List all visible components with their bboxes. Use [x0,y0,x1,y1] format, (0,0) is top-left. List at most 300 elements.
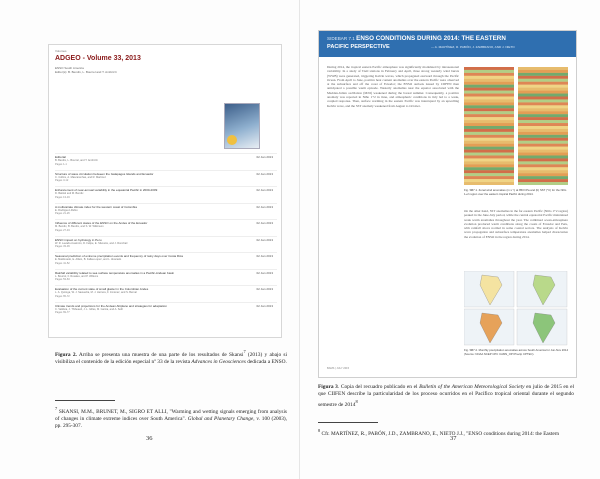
hovmoller-cell [533,161,538,164]
article-title[interactable]: A multivariate climate index for the western coast of Colombia [55,204,137,209]
footnote-number: 8 [318,428,321,433]
hovmoller-cell [474,120,479,123]
hovmoller-cell [479,167,484,170]
hovmoller-cell [558,91,563,94]
hovmoller-cell [464,76,469,79]
hovmoller-cell [563,161,568,164]
article-title[interactable]: Editorial [55,155,66,159]
hovmoller-cell [543,129,548,132]
hovmoller-cell [484,76,489,79]
hovmoller-cell [499,105,504,108]
hovmoller-cell [469,114,474,117]
hovmoller-cell [499,76,504,79]
hovmoller-cell [484,114,489,117]
caption-text: (2013) y abajo si visibiliza el contenido de la edición especial nº 33 de la revista [55,351,287,365]
hovmoller-cell [553,73,558,76]
hovmoller-cell [494,182,499,185]
hovmoller-cell [528,132,533,135]
article-authors: C. Valdivia, J. Thibeault, J. L. Gilles, M. Garcia, and A. Seth [55,307,124,311]
hovmoller-cell [548,173,553,176]
hovmoller-cell [484,176,489,179]
hovmoller-cell [523,114,528,117]
hovmoller-cell [489,73,494,76]
hovmoller-cell [479,91,484,94]
hovmoller-cell [538,138,543,141]
hovmoller-cell [563,170,568,173]
hovmoller-cell [474,173,479,176]
hovmoller-cell [523,182,528,185]
hovmoller-cell [563,138,568,141]
hovmoller-cell [464,79,469,82]
hovmoller-cell [558,173,563,176]
hovmoller-cell [484,91,489,94]
hovmoller-cell [558,164,563,167]
hovmoller-cell [509,135,514,138]
hovmoller-cell [494,70,499,73]
hovmoller-cell [553,164,558,167]
hovmoller-cell [533,126,538,129]
article-row[interactable] [55,186,277,203]
hovmoller-cell [523,102,528,105]
hovmoller-cell [523,161,528,164]
hovmoller-cell [528,144,533,147]
hovmoller-cell [548,132,553,135]
hovmoller-cell [548,144,553,147]
hovmoller-cell [528,158,533,161]
hovmoller-cell [484,170,489,173]
hovmoller-cell [563,120,568,123]
hovmoller-cell [469,76,474,79]
hovmoller-cell [553,70,558,73]
hovmoller-cell [464,158,469,161]
hovmoller-cell [489,156,494,159]
hovmoller-cell [558,97,563,100]
hovmoller-cell [548,76,553,79]
hovmoller-cell [469,120,474,123]
article-title[interactable]: Influence of different states of the ENSO on the Andes of the Ecuador [55,221,148,225]
hovmoller-cell [518,94,523,97]
hovmoller-cell [499,102,504,105]
hovmoller-cell [469,94,474,97]
hovmoller-cell [533,76,538,79]
hovmoller-cell [474,99,479,102]
article-row[interactable] [55,302,277,319]
hovmoller-cell [469,147,474,150]
journal-name: Advances in Geosciences [191,359,246,365]
hovmoller-cell [548,129,553,132]
hovmoller-cell [558,126,563,129]
hovmoller-cell [543,67,548,70]
hovmoller-cell [494,164,499,167]
article-authors: L. A. Quiroga, W. J. Saavedra, M. J. Herrera, F. Jiménez, and S. Bernal [55,291,137,294]
hovmoller-cell [489,108,494,111]
hovmoller-cell [553,85,558,88]
hovmoller-cell [479,120,484,123]
sidebar-subtitle: PACIFIC PERSPECTIVE [327,44,390,50]
hovmoller-cell [523,126,528,129]
issue-name: ENSO South America [55,66,84,70]
hovmoller-cell [538,105,543,108]
hovmoller-cell [484,164,489,167]
hovmoller-cell [548,114,553,117]
hovmoller-cell [469,117,474,120]
precip-map-grid [464,271,567,345]
hovmoller-cell [484,82,489,85]
hovmoller-cell [474,167,479,170]
hovmoller-cell [553,97,558,100]
hovmoller-cell [499,91,504,94]
hovmoller-cell [553,126,558,129]
hovmoller-cell [489,76,494,79]
hovmoller-cell [543,117,548,120]
hovmoller-cell [553,179,558,182]
hovmoller-cell [548,85,553,88]
hovmoller-cell [474,164,479,167]
hovmoller-cell [543,102,548,105]
issue-editors: Editor(s): B. Bendix, L. Bourrel and T. Ambrizzi [55,70,117,74]
hovmoller-cell [499,79,504,82]
hovmoller-cell [464,123,469,126]
hovmoller-cell [553,67,558,70]
hovmoller-cell [548,111,553,114]
hovmoller-cell [558,67,563,70]
hovmoller-cell [518,126,523,129]
article-title[interactable]: Rainfall variability related to sea surface temperature anomalies in a Pacific-Andean basin [55,270,175,275]
hovmoller-cell [563,111,568,114]
hovmoller-cell [484,144,489,147]
hovmoller-cell [474,150,479,153]
hovmoller-cell [538,111,543,114]
hovmoller-cell [504,176,509,179]
hovmoller-cell [474,94,479,97]
hovmoller-cell [528,153,533,156]
hovmoller-cell [528,82,533,85]
hovmoller-cell [538,97,543,100]
hovmoller-cell [518,88,523,91]
hovmoller-cell [489,79,494,82]
hovmoller-cell [464,132,469,135]
hovmoller-cell [469,85,474,88]
sidebar-heading [327,35,506,42]
hovmoller-cell [518,102,523,105]
hovmoller-cell [533,82,538,85]
hovmoller-cell [548,138,553,141]
article-pages: Pages 3-12 [55,179,69,182]
article-authors: D. Battisti and M. Bendix [55,192,84,195]
hovmoller-cell [509,179,514,182]
hovmoller-cell [563,102,568,105]
hovmoller-cell [518,158,523,161]
hovmoller-cell [538,144,543,147]
hovmoller-cell [528,170,533,173]
hovmoller-cell [494,176,499,179]
hovmoller-cell [469,176,474,179]
volume-title: ADGEO - Volume 33, 2013 [55,55,141,62]
hovmoller-cell [489,161,494,164]
hovmoller-cell [464,108,469,111]
hovmoller-cell [563,132,568,135]
hovmoller-cell [523,91,528,94]
hovmoller-cell [474,105,479,108]
hovmoller-cell [484,94,489,97]
hovmoller-cell [484,141,489,144]
article-title[interactable]: Climate trends and projections for the Andean Altiplano and strategies for adaptation [55,303,167,308]
hovmoller-cell [489,153,494,156]
hovmoller-cell [518,138,523,141]
hovmoller-cell [484,156,489,159]
article-row[interactable] [55,153,277,170]
hovmoller-cell [518,141,523,144]
hovmoller-cell [474,144,479,147]
hovmoller-cell [484,67,489,70]
hovmoller-cell [533,94,538,97]
hovmoller-cell [484,153,489,156]
hovmoller-cell [494,167,499,170]
article-date: 02 Jan 2013 [256,270,273,275]
hovmoller-cell [494,97,499,100]
hovmoller-cell [499,156,504,159]
hovmoller-cell [528,73,533,76]
article-date: 02 Jan 2013 [256,303,273,308]
journal-cover-image [224,103,260,149]
hovmoller-cell [553,79,558,82]
hovmoller-cell [509,141,514,144]
hovmoller-cell [484,108,489,111]
article-title[interactable]: Evaluation of the current state of small glacier in the Colombian Andes [55,287,149,291]
hovmoller-cell [543,105,548,108]
hovmoller-cell [553,102,558,105]
hovmoller-cell [538,179,543,182]
hovmoller-cell [538,170,543,173]
hovmoller-cell [553,141,558,144]
hovmoller-cell [504,97,509,100]
hovmoller-cell [504,108,509,111]
hovmoller-cell [479,164,484,167]
hovmoller-cell [494,91,499,94]
hovmoller-cell [464,82,469,85]
hovmoller-cell [523,105,528,108]
hovmoller-cell [479,70,484,73]
article-title[interactable]: ENSO impact on hydrology in Peru [55,237,102,242]
hovmoller-cell [553,105,558,108]
hovmoller-cell [548,141,553,144]
hovmoller-cell [499,67,504,70]
hovmoller-cell [523,73,528,76]
hovmoller-cell [538,73,543,76]
article-pages: Pages 69-77 [55,311,70,314]
hovmoller-cell [553,123,558,126]
hovmoller-cell [518,179,523,182]
hovmoller-cell [523,108,528,111]
article-authors: E. Maldonado, E. Alfaro, B. Fallas-Lopez, and L. Alvarado [55,258,122,261]
hovmoller-cell [523,82,528,85]
hovmoller-cell [543,99,548,102]
hovmoller-cell [553,170,558,173]
hovmoller-cell [469,132,474,135]
hovmoller-cell [533,88,538,91]
hovmoller-cell [474,76,479,79]
hovmoller-cell [489,85,494,88]
hovmoller-cell [518,105,523,108]
hovmoller-cell [499,173,504,176]
hovmoller-cell [509,164,514,167]
footnote-rule [318,422,378,423]
hovmoller-cell [479,156,484,159]
hovmoller-cell [533,105,538,108]
article-pages: Pages 21-26 [55,212,70,215]
hovmoller-cell [494,67,499,70]
hovmoller-cell [464,70,469,73]
hovmoller-cell [494,99,499,102]
hovmoller-cell [543,79,548,82]
hovmoller-cell [543,120,548,123]
hovmoller-cell [533,120,538,123]
hovmoller-cell [494,105,499,108]
hovmoller-cell [469,105,474,108]
hovmoller-cell [509,117,514,120]
hovmoller-cell [528,102,533,105]
hovmoller-cell [563,156,568,159]
hovmoller-cell [494,144,499,147]
hovmoller-cell [464,85,469,88]
hovmoller-cell [509,182,514,185]
article-row[interactable] [55,236,277,253]
hovmoller-cell [479,141,484,144]
hovmoller-cell [533,67,538,70]
hovmoller-cell [489,141,494,144]
hovmoller-cell [523,70,528,73]
hovmoller-cell [558,147,563,150]
hovmoller-cell [523,76,528,79]
hovmoller-cell [474,153,479,156]
hovmoller-cell [469,141,474,144]
hovmoller-cell [464,138,469,141]
hovmoller-cell [518,79,523,82]
hovmoller-cell [509,85,514,88]
hovmoller-cell [523,144,528,147]
hovmoller-cell [538,117,543,120]
hovmoller-cell [484,73,489,76]
hovmoller-cell [538,147,543,150]
hovmoller-cell [494,153,499,156]
article-row[interactable] [55,203,277,220]
section-label: SIDEBAR 7.1 [327,36,355,41]
article-row[interactable] [55,285,277,302]
hovmoller-cell [543,173,548,176]
hovmoller-cell [494,179,499,182]
hovmoller-cell [553,111,558,114]
hovmoller-cell [464,167,469,170]
hovmoller-cell [504,99,509,102]
article-row[interactable] [55,170,277,187]
hovmoller-cell [533,108,538,111]
hovmoller-cell [504,105,509,108]
hovmoller-cell [479,173,484,176]
article-pages: Pages 65-72 [55,294,70,298]
hovmoller-cell [548,135,553,138]
hovmoller-cell [474,170,479,173]
hovmoller-cell [509,105,514,108]
hovmoller-cell [528,97,533,100]
hovmoller-cell [558,70,563,73]
hovmoller-cell [533,156,538,159]
hovmoller-cell [474,88,479,91]
hovmoller-cell [548,120,553,123]
hovmoller-cell [474,70,479,73]
article-row[interactable] [55,219,277,236]
hovmoller-cell [523,129,528,132]
article-title[interactable]: Enhancement of near-annual variability in the equatorial Pacific in 2000-2009 [55,188,158,192]
hovmoller-cell [474,79,479,82]
hovmoller-cell [563,173,568,176]
hovmoller-cell [533,182,538,185]
hovmoller-cell [504,123,509,126]
hovmoller-stripes [464,67,568,185]
hovmoller-cell [533,102,538,105]
hovmoller-cell [499,120,504,123]
hovmoller-cell [548,147,553,150]
article-date: 02 Jan 2013 [256,254,273,258]
hovmoller-cell [494,114,499,117]
hovmoller-cell [484,97,489,100]
hovmoller-cell [484,138,489,141]
hovmoller-cell [489,88,494,91]
hovmoller-cell [563,144,568,147]
hovmoller-cell [538,167,543,170]
hovmoller-cell [523,179,528,182]
hovmoller-cell [528,67,533,70]
hovmoller-cell [548,67,553,70]
hovmoller-cell [469,97,474,100]
hovmoller-cell [484,111,489,114]
hovmoller-cell [464,97,469,100]
hovmoller-cell [484,117,489,120]
hovmoller-cell [543,70,548,73]
hovmoller-cell [499,167,504,170]
hovmoller-cell [518,156,523,159]
hovmoller-cell [474,176,479,179]
hovmoller-cell [474,138,479,141]
article-pages: Pages 53-63 [55,278,70,281]
hovmoller-cell [504,161,509,164]
hovmoller-cell [474,123,479,126]
page-number: 37 [450,435,457,442]
hovmoller-cell [538,156,543,159]
hovmoller-cell [533,73,538,76]
hovmoller-cell [548,102,553,105]
hovmoller-cell [464,182,469,185]
hovmoller-cell [504,138,509,141]
hovmoller-cell [528,129,533,132]
hovmoller-cell [509,153,514,156]
hovmoller-cell [494,76,499,79]
hovmoller-cell [528,85,533,88]
article-title[interactable]: Seasonal prediction of extreme precipitation events and frequency of rainy days over Costa Rica [55,254,183,258]
article-row[interactable] [55,269,277,286]
hovmoller-cell [543,158,548,161]
article-row[interactable] [55,252,277,269]
hovmoller-cell [499,147,504,150]
hovmoller-cell [558,76,563,79]
hovmoller-cell [548,179,553,182]
hovmoller-cell [499,164,504,167]
article-title[interactable]: Structure of wave circulation between the Galapagos Islands and Ecuador [55,171,154,176]
hovmoller-cell [538,94,543,97]
hovmoller-cell [563,91,568,94]
hovmoller-cell [489,123,494,126]
volume-label: Volumes [55,49,67,53]
hovmoller-cell [558,85,563,88]
